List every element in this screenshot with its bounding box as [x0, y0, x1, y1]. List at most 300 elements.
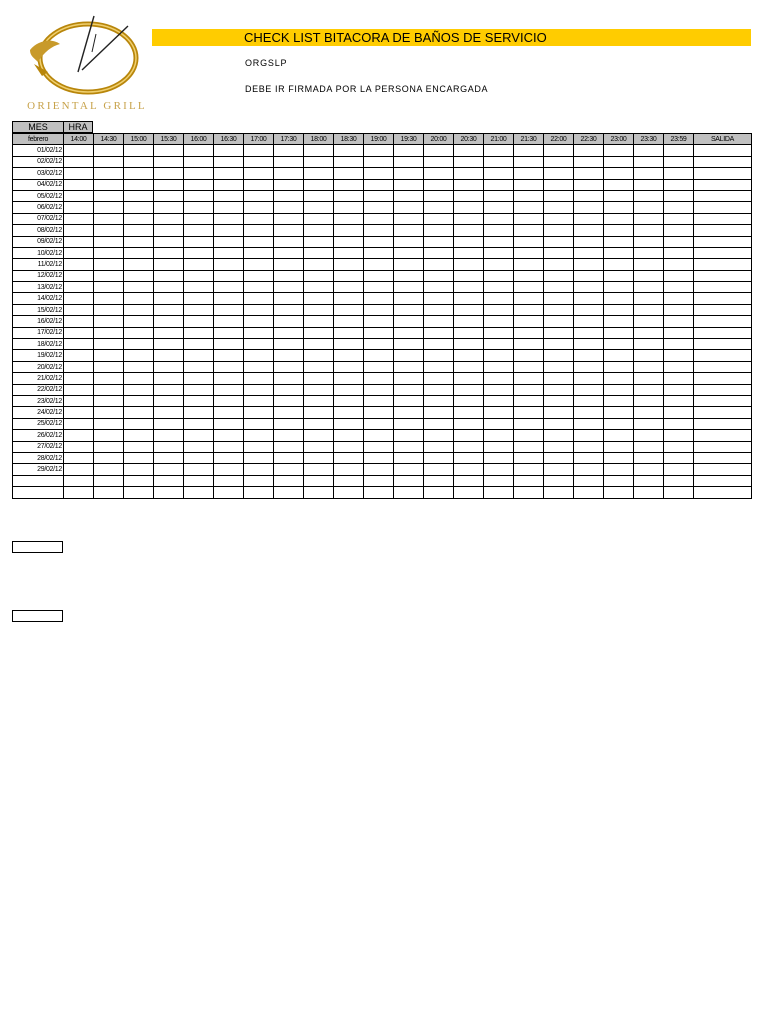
check-cell[interactable]: [154, 247, 184, 258]
check-cell[interactable]: [454, 452, 484, 463]
check-cell[interactable]: [334, 464, 364, 475]
check-cell[interactable]: [544, 304, 574, 315]
check-cell[interactable]: [574, 168, 604, 179]
check-cell[interactable]: [274, 247, 304, 258]
check-cell[interactable]: [154, 407, 184, 418]
check-cell[interactable]: [94, 327, 124, 338]
check-cell[interactable]: [634, 430, 664, 441]
check-cell[interactable]: [124, 270, 154, 281]
check-cell[interactable]: [154, 452, 184, 463]
check-cell[interactable]: [124, 168, 154, 179]
check-cell[interactable]: [694, 464, 752, 475]
check-cell[interactable]: [154, 475, 184, 486]
check-cell[interactable]: [64, 156, 94, 167]
check-cell[interactable]: [574, 213, 604, 224]
check-cell[interactable]: [394, 418, 424, 429]
check-cell[interactable]: [544, 350, 574, 361]
check-cell[interactable]: [664, 259, 694, 270]
check-cell[interactable]: [424, 247, 454, 258]
check-cell[interactable]: [424, 316, 454, 327]
check-cell[interactable]: [64, 179, 94, 190]
check-cell[interactable]: [394, 395, 424, 406]
check-cell[interactable]: [454, 395, 484, 406]
check-cell[interactable]: [214, 236, 244, 247]
check-cell[interactable]: [274, 452, 304, 463]
check-cell[interactable]: [154, 225, 184, 236]
check-cell[interactable]: [304, 282, 334, 293]
check-cell[interactable]: [664, 350, 694, 361]
check-cell[interactable]: [424, 350, 454, 361]
check-cell[interactable]: [64, 225, 94, 236]
check-cell[interactable]: [484, 475, 514, 486]
check-cell[interactable]: [274, 361, 304, 372]
check-cell[interactable]: [64, 293, 94, 304]
check-cell[interactable]: [304, 339, 334, 350]
check-cell[interactable]: [604, 452, 634, 463]
check-cell[interactable]: [694, 202, 752, 213]
check-cell[interactable]: [664, 430, 694, 441]
check-cell[interactable]: [364, 236, 394, 247]
check-cell[interactable]: [94, 213, 124, 224]
check-cell[interactable]: [184, 475, 214, 486]
check-cell[interactable]: [64, 213, 94, 224]
check-cell[interactable]: [694, 225, 752, 236]
check-cell[interactable]: [664, 452, 694, 463]
check-cell[interactable]: [424, 213, 454, 224]
check-cell[interactable]: [334, 373, 364, 384]
check-cell[interactable]: [484, 179, 514, 190]
check-cell[interactable]: [574, 247, 604, 258]
check-cell[interactable]: [334, 304, 364, 315]
check-cell[interactable]: [394, 202, 424, 213]
check-cell[interactable]: [484, 247, 514, 258]
check-cell[interactable]: [484, 487, 514, 498]
check-cell[interactable]: [694, 361, 752, 372]
check-cell[interactable]: [154, 384, 184, 395]
check-cell[interactable]: [244, 395, 274, 406]
check-cell[interactable]: [64, 452, 94, 463]
check-cell[interactable]: [214, 407, 244, 418]
check-cell[interactable]: [694, 213, 752, 224]
check-cell[interactable]: [64, 487, 94, 498]
check-cell[interactable]: [124, 304, 154, 315]
check-cell[interactable]: [604, 156, 634, 167]
check-cell[interactable]: [334, 259, 364, 270]
check-cell[interactable]: [634, 213, 664, 224]
check-cell[interactable]: [634, 395, 664, 406]
check-cell[interactable]: [454, 361, 484, 372]
check-cell[interactable]: [244, 282, 274, 293]
check-cell[interactable]: [424, 475, 454, 486]
check-cell[interactable]: [604, 430, 634, 441]
check-cell[interactable]: [484, 236, 514, 247]
check-cell[interactable]: [664, 304, 694, 315]
check-cell[interactable]: [424, 339, 454, 350]
check-cell[interactable]: [514, 327, 544, 338]
check-cell[interactable]: [574, 464, 604, 475]
check-cell[interactable]: [64, 407, 94, 418]
check-cell[interactable]: [334, 350, 364, 361]
check-cell[interactable]: [184, 350, 214, 361]
check-cell[interactable]: [94, 168, 124, 179]
check-cell[interactable]: [304, 464, 334, 475]
check-cell[interactable]: [364, 418, 394, 429]
check-cell[interactable]: [514, 430, 544, 441]
check-cell[interactable]: [154, 464, 184, 475]
check-cell[interactable]: [514, 270, 544, 281]
check-cell[interactable]: [244, 213, 274, 224]
check-cell[interactable]: [244, 202, 274, 213]
check-cell[interactable]: [514, 156, 544, 167]
check-cell[interactable]: [214, 350, 244, 361]
check-cell[interactable]: [604, 202, 634, 213]
check-cell[interactable]: [664, 293, 694, 304]
check-cell[interactable]: [124, 293, 154, 304]
check-cell[interactable]: [544, 339, 574, 350]
check-cell[interactable]: [544, 156, 574, 167]
check-cell[interactable]: [604, 418, 634, 429]
check-cell[interactable]: [154, 304, 184, 315]
check-cell[interactable]: [64, 441, 94, 452]
check-cell[interactable]: [94, 407, 124, 418]
check-cell[interactable]: [334, 225, 364, 236]
check-cell[interactable]: [424, 145, 454, 156]
check-cell[interactable]: [214, 225, 244, 236]
check-cell[interactable]: [304, 430, 334, 441]
check-cell[interactable]: [394, 452, 424, 463]
check-cell[interactable]: [484, 316, 514, 327]
check-cell[interactable]: [94, 282, 124, 293]
check-cell[interactable]: [454, 202, 484, 213]
check-cell[interactable]: [514, 339, 544, 350]
check-cell[interactable]: [154, 395, 184, 406]
check-cell[interactable]: [604, 339, 634, 350]
check-cell[interactable]: [544, 179, 574, 190]
check-cell[interactable]: [364, 316, 394, 327]
extra-cell[interactable]: [12, 610, 63, 622]
check-cell[interactable]: [604, 407, 634, 418]
check-cell[interactable]: [274, 202, 304, 213]
check-cell[interactable]: [634, 145, 664, 156]
check-cell[interactable]: [664, 418, 694, 429]
check-cell[interactable]: [514, 247, 544, 258]
check-cell[interactable]: [124, 247, 154, 258]
check-cell[interactable]: [364, 293, 394, 304]
check-cell[interactable]: [214, 168, 244, 179]
check-cell[interactable]: [244, 464, 274, 475]
check-cell[interactable]: [454, 259, 484, 270]
check-cell[interactable]: [94, 475, 124, 486]
check-cell[interactable]: [304, 452, 334, 463]
check-cell[interactable]: [244, 384, 274, 395]
check-cell[interactable]: [304, 168, 334, 179]
check-cell[interactable]: [574, 270, 604, 281]
check-cell[interactable]: [574, 190, 604, 201]
check-cell[interactable]: [124, 487, 154, 498]
check-cell[interactable]: [424, 259, 454, 270]
check-cell[interactable]: [214, 259, 244, 270]
check-cell[interactable]: [544, 282, 574, 293]
check-cell[interactable]: [454, 282, 484, 293]
check-cell[interactable]: [364, 259, 394, 270]
check-cell[interactable]: [274, 156, 304, 167]
check-cell[interactable]: [64, 350, 94, 361]
check-cell[interactable]: [154, 430, 184, 441]
check-cell[interactable]: [634, 156, 664, 167]
check-cell[interactable]: [274, 475, 304, 486]
check-cell[interactable]: [454, 475, 484, 486]
check-cell[interactable]: [124, 384, 154, 395]
check-cell[interactable]: [184, 395, 214, 406]
check-cell[interactable]: [154, 487, 184, 498]
check-cell[interactable]: [154, 202, 184, 213]
check-cell[interactable]: [574, 202, 604, 213]
check-cell[interactable]: [304, 190, 334, 201]
check-cell[interactable]: [154, 418, 184, 429]
check-cell[interactable]: [94, 339, 124, 350]
check-cell[interactable]: [694, 293, 752, 304]
check-cell[interactable]: [394, 270, 424, 281]
check-cell[interactable]: [274, 407, 304, 418]
check-cell[interactable]: [454, 487, 484, 498]
check-cell[interactable]: [214, 430, 244, 441]
check-cell[interactable]: [94, 247, 124, 258]
check-cell[interactable]: [244, 487, 274, 498]
check-cell[interactable]: [244, 225, 274, 236]
check-cell[interactable]: [694, 487, 752, 498]
check-cell[interactable]: [274, 270, 304, 281]
check-cell[interactable]: [544, 384, 574, 395]
check-cell[interactable]: [424, 464, 454, 475]
check-cell[interactable]: [574, 145, 604, 156]
check-cell[interactable]: [124, 407, 154, 418]
check-cell[interactable]: [64, 327, 94, 338]
check-cell[interactable]: [484, 418, 514, 429]
check-cell[interactable]: [394, 441, 424, 452]
check-cell[interactable]: [64, 247, 94, 258]
check-cell[interactable]: [544, 168, 574, 179]
check-cell[interactable]: [544, 190, 574, 201]
check-cell[interactable]: [334, 452, 364, 463]
check-cell[interactable]: [484, 202, 514, 213]
check-cell[interactable]: [214, 282, 244, 293]
check-cell[interactable]: [334, 430, 364, 441]
check-cell[interactable]: [214, 361, 244, 372]
check-cell[interactable]: [454, 316, 484, 327]
check-cell[interactable]: [454, 339, 484, 350]
check-cell[interactable]: [184, 304, 214, 315]
check-cell[interactable]: [514, 259, 544, 270]
check-cell[interactable]: [694, 395, 752, 406]
check-cell[interactable]: [364, 247, 394, 258]
check-cell[interactable]: [634, 373, 664, 384]
check-cell[interactable]: [244, 190, 274, 201]
check-cell[interactable]: [634, 293, 664, 304]
check-cell[interactable]: [334, 418, 364, 429]
check-cell[interactable]: [184, 361, 214, 372]
check-cell[interactable]: [274, 395, 304, 406]
check-cell[interactable]: [694, 452, 752, 463]
check-cell[interactable]: [544, 464, 574, 475]
check-cell[interactable]: [544, 293, 574, 304]
check-cell[interactable]: [214, 145, 244, 156]
check-cell[interactable]: [364, 395, 394, 406]
check-cell[interactable]: [394, 236, 424, 247]
check-cell[interactable]: [364, 373, 394, 384]
check-cell[interactable]: [124, 350, 154, 361]
check-cell[interactable]: [244, 168, 274, 179]
check-cell[interactable]: [484, 430, 514, 441]
check-cell[interactable]: [454, 179, 484, 190]
check-cell[interactable]: [514, 190, 544, 201]
check-cell[interactable]: [664, 441, 694, 452]
check-cell[interactable]: [484, 190, 514, 201]
check-cell[interactable]: [244, 407, 274, 418]
check-cell[interactable]: [454, 236, 484, 247]
check-cell[interactable]: [574, 418, 604, 429]
check-cell[interactable]: [484, 293, 514, 304]
check-cell[interactable]: [454, 327, 484, 338]
check-cell[interactable]: [124, 395, 154, 406]
check-cell[interactable]: [274, 339, 304, 350]
check-cell[interactable]: [154, 327, 184, 338]
check-cell[interactable]: [184, 190, 214, 201]
check-cell[interactable]: [634, 475, 664, 486]
check-cell[interactable]: [394, 259, 424, 270]
check-cell[interactable]: [394, 316, 424, 327]
check-cell[interactable]: [304, 270, 334, 281]
check-cell[interactable]: [694, 145, 752, 156]
check-cell[interactable]: [484, 259, 514, 270]
check-cell[interactable]: [664, 156, 694, 167]
check-cell[interactable]: [214, 395, 244, 406]
check-cell[interactable]: [544, 145, 574, 156]
check-cell[interactable]: [484, 282, 514, 293]
check-cell[interactable]: [244, 293, 274, 304]
check-cell[interactable]: [244, 452, 274, 463]
check-cell[interactable]: [304, 418, 334, 429]
check-cell[interactable]: [574, 361, 604, 372]
check-cell[interactable]: [454, 225, 484, 236]
check-cell[interactable]: [64, 270, 94, 281]
check-cell[interactable]: [604, 247, 634, 258]
check-cell[interactable]: [574, 316, 604, 327]
check-cell[interactable]: [604, 350, 634, 361]
check-cell[interactable]: [94, 156, 124, 167]
check-cell[interactable]: [214, 452, 244, 463]
check-cell[interactable]: [604, 475, 634, 486]
check-cell[interactable]: [514, 225, 544, 236]
check-cell[interactable]: [64, 259, 94, 270]
check-cell[interactable]: [664, 464, 694, 475]
check-cell[interactable]: [514, 487, 544, 498]
check-cell[interactable]: [424, 327, 454, 338]
check-cell[interactable]: [274, 304, 304, 315]
check-cell[interactable]: [214, 441, 244, 452]
check-cell[interactable]: [364, 145, 394, 156]
check-cell[interactable]: [184, 418, 214, 429]
check-cell[interactable]: [124, 213, 154, 224]
check-cell[interactable]: [604, 190, 634, 201]
check-cell[interactable]: [364, 475, 394, 486]
check-cell[interactable]: [634, 361, 664, 372]
check-cell[interactable]: [364, 327, 394, 338]
check-cell[interactable]: [574, 259, 604, 270]
check-cell[interactable]: [364, 407, 394, 418]
check-cell[interactable]: [424, 373, 454, 384]
check-cell[interactable]: [304, 487, 334, 498]
check-cell[interactable]: [514, 384, 544, 395]
check-cell[interactable]: [664, 225, 694, 236]
check-cell[interactable]: [184, 270, 214, 281]
check-cell[interactable]: [334, 441, 364, 452]
check-cell[interactable]: [454, 270, 484, 281]
check-cell[interactable]: [334, 475, 364, 486]
check-cell[interactable]: [394, 156, 424, 167]
check-cell[interactable]: [664, 407, 694, 418]
check-cell[interactable]: [394, 179, 424, 190]
check-cell[interactable]: [334, 293, 364, 304]
check-cell[interactable]: [124, 475, 154, 486]
check-cell[interactable]: [304, 361, 334, 372]
check-cell[interactable]: [424, 156, 454, 167]
check-cell[interactable]: [634, 225, 664, 236]
check-cell[interactable]: [274, 430, 304, 441]
check-cell[interactable]: [394, 430, 424, 441]
check-cell[interactable]: [634, 236, 664, 247]
check-cell[interactable]: [154, 168, 184, 179]
check-cell[interactable]: [94, 361, 124, 372]
check-cell[interactable]: [604, 213, 634, 224]
check-cell[interactable]: [544, 475, 574, 486]
check-cell[interactable]: [394, 213, 424, 224]
check-cell[interactable]: [274, 441, 304, 452]
check-cell[interactable]: [274, 259, 304, 270]
check-cell[interactable]: [394, 327, 424, 338]
check-cell[interactable]: [214, 213, 244, 224]
check-cell[interactable]: [424, 361, 454, 372]
check-cell[interactable]: [634, 304, 664, 315]
check-cell[interactable]: [274, 384, 304, 395]
check-cell[interactable]: [334, 327, 364, 338]
check-cell[interactable]: [64, 304, 94, 315]
check-cell[interactable]: [454, 350, 484, 361]
check-cell[interactable]: [244, 270, 274, 281]
check-cell[interactable]: [154, 339, 184, 350]
check-cell[interactable]: [154, 259, 184, 270]
check-cell[interactable]: [574, 293, 604, 304]
check-cell[interactable]: [94, 316, 124, 327]
check-cell[interactable]: [364, 225, 394, 236]
check-cell[interactable]: [574, 475, 604, 486]
check-cell[interactable]: [94, 487, 124, 498]
check-cell[interactable]: [274, 350, 304, 361]
check-cell[interactable]: [304, 441, 334, 452]
check-cell[interactable]: [394, 373, 424, 384]
check-cell[interactable]: [574, 407, 604, 418]
check-cell[interactable]: [334, 168, 364, 179]
check-cell[interactable]: [274, 282, 304, 293]
check-cell[interactable]: [64, 384, 94, 395]
check-cell[interactable]: [184, 373, 214, 384]
check-cell[interactable]: [124, 225, 154, 236]
check-cell[interactable]: [454, 373, 484, 384]
check-cell[interactable]: [184, 179, 214, 190]
check-cell[interactable]: [244, 350, 274, 361]
check-cell[interactable]: [514, 407, 544, 418]
check-cell[interactable]: [604, 395, 634, 406]
check-cell[interactable]: [664, 395, 694, 406]
